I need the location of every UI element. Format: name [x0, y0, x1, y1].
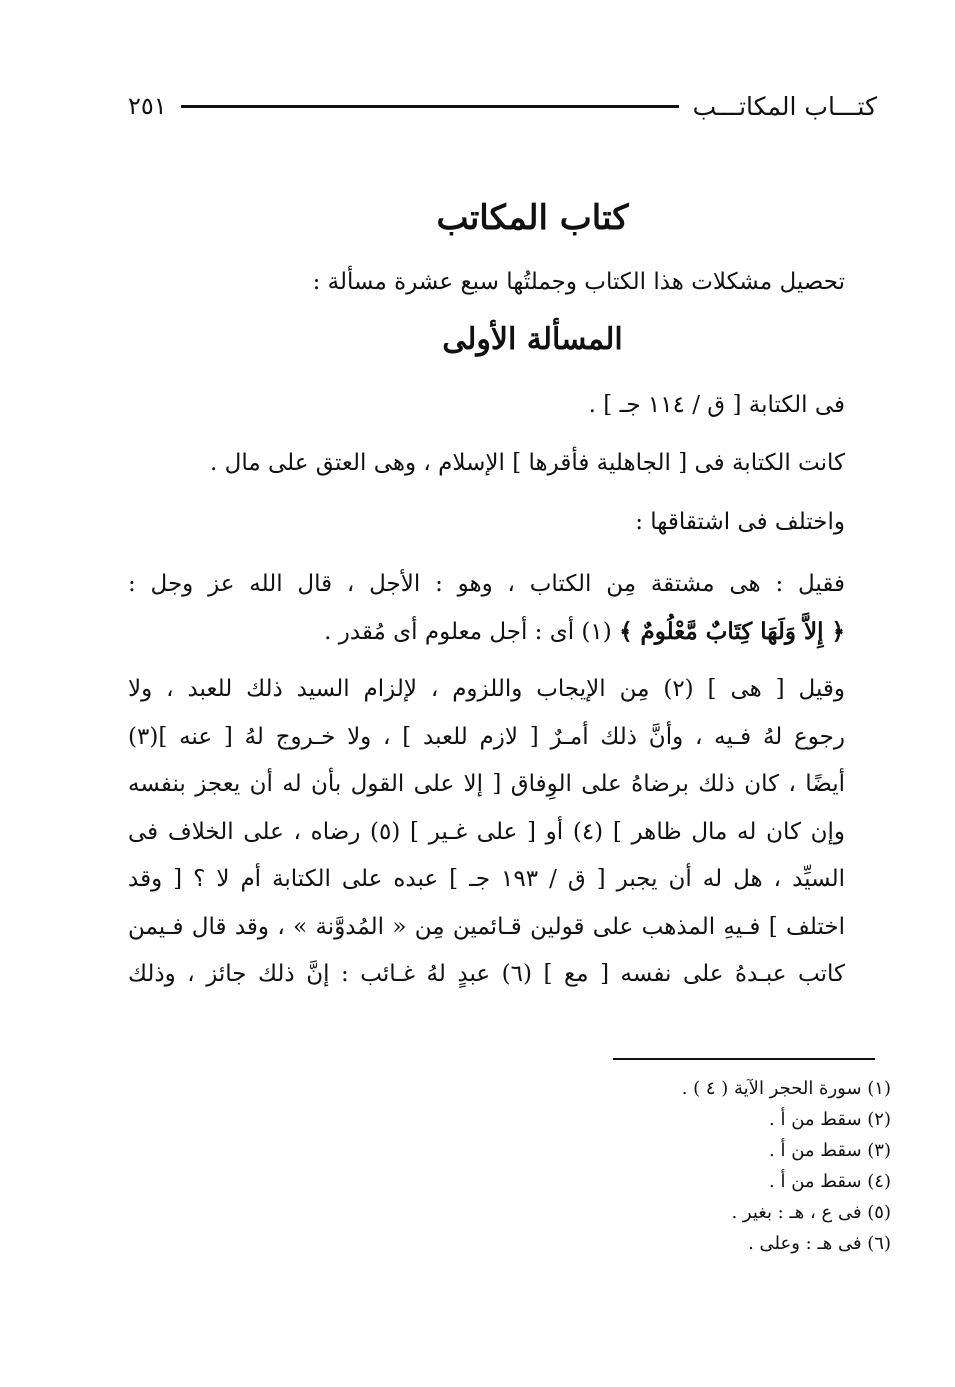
paragraph-line — [128, 608, 845, 656]
running-header — [128, 86, 877, 126]
issue-heading: المسألة الأولى — [442, 322, 623, 357]
paragraph-line: أيضًا ، كان ذلك برضاهُ على الوِفاق [ إلا على القول بأن له أن يعجز بنفسه — [128, 771, 845, 797]
footnote-4: (٤) سقط من أ . — [769, 1171, 891, 1192]
page-number: ٢٥١ — [128, 92, 167, 120]
paragraph-line: وإن كان له مال ظاهر ] (٤) أو [ على غـير ] (٥) رضاه ، على الخلاف فى — [128, 818, 845, 845]
paragraph-history: كانت الكتابة فى [ الجاهلية فأقرها ] الإسلام ، وهى العتق على مال . — [209, 450, 845, 476]
footnote-3: (٣) سقط من أ . — [769, 1140, 891, 1161]
quran-gloss: (١) أى : أجل معلوم أى مُقدر . — [324, 619, 612, 645]
footnote-1: (١) سورة الحجر الآية ( ٤ ) . — [681, 1078, 891, 1099]
paragraph-line: السيِّد ، هل له أن يجبر [ ق / ١٩٣ جـ ] عبده على الكتابة أم لا ؟ [ وقد — [128, 866, 846, 892]
footnote-6: (٦) فى هـ : وعلى . — [748, 1233, 891, 1254]
footnote-2: (٢) سقط من أ . — [769, 1109, 891, 1130]
footnote-rule — [613, 1058, 875, 1060]
paragraph-line: وقيل [ هى ] (٢) مِن الإيجاب واللزوم ، لإلزام السيد ذلك للعبد ، ولا — [128, 676, 845, 702]
paragraph-second-opinion — [128, 666, 845, 999]
paragraph-line: اختلف ] فـيهِ المذهب على قولين قـائمين مِن « المُدوَّنة » ، وقد قال فـيمن — [128, 913, 845, 940]
paragraph-first-opinion — [128, 560, 845, 656]
chapter-intro: تحصيل مشكلات هذا الكتاب وجملتُها سبع عشرة مسألة : — [312, 269, 845, 295]
header-rule — [181, 105, 679, 108]
paragraph-line: فقيل : هى مشتقة مِن الكتاب ، وهو : الأجل ، قال الله عز وجل : — [128, 571, 845, 597]
quran-verse: ﴿ إِلاَّ وَلَهَا كِتَابٌ مَّعْلُومٌ ﴾ — [619, 618, 845, 645]
running-title: كتـــاب المكاتـــب — [692, 91, 877, 121]
footnotes-list — [571, 1073, 891, 1259]
paragraph-line: كاتب عبـدهُ على نفسه [ مع ] (٦) عبدٍ لهُ غـائب : إنَّ ذلك جائز ، وذلك — [128, 961, 845, 987]
book-title: كتاب المكاتب — [436, 198, 629, 238]
paragraph-reference: فى الكتابة [ ق / ١١٤ جـ ] . — [588, 392, 845, 418]
footnote-5: (٥) فى ع ، هـ : بغير . — [731, 1202, 891, 1223]
paragraph-line: رجوع لهُ فـيه ، وأنَّ ذلك أمـرٌ [ لازم للعبد ] ، ولا خـروج لهُ [ عنه ](٣) — [128, 723, 845, 750]
paragraph-disagreement: واختلف فى اشتقاقها : — [635, 509, 845, 535]
